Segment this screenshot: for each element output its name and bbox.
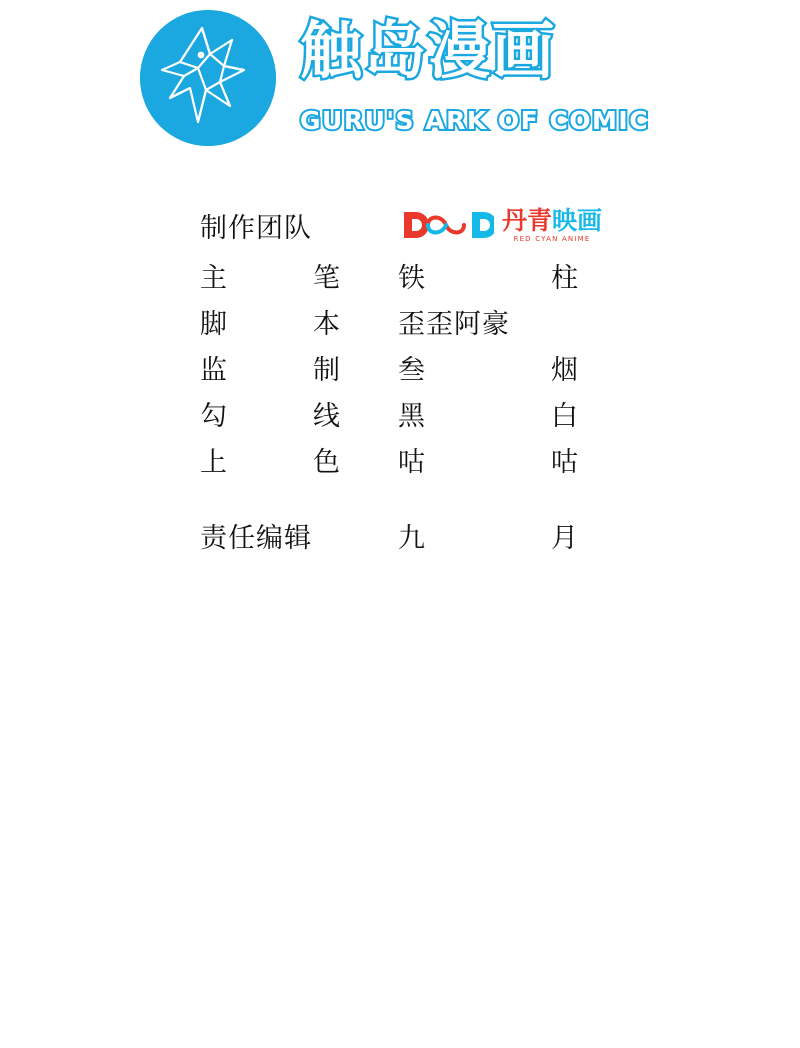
credit-value-supervisor (398, 348, 578, 387)
credit-row-lineart (200, 390, 660, 436)
credit-label-artist (200, 256, 340, 295)
credit-value-lineart (398, 394, 578, 433)
credit-value-char: 咕 (551, 446, 578, 478)
logo-wordmark (300, 14, 650, 114)
credit-value-char: 白 (551, 400, 578, 432)
credit-label-char: 脚 (200, 308, 227, 340)
credit-label-color (200, 440, 340, 479)
credit-label-editor: 责任编辑 (200, 522, 312, 554)
studio-name-cyan: 映画 (552, 206, 603, 235)
dq-monogram-icon (398, 206, 494, 244)
credit-value-char: 叁 (398, 354, 425, 386)
credit-label-team: 制作团队 (200, 212, 312, 244)
logo-title-cn: 触岛漫画 (300, 14, 557, 87)
credit-label-char: 本 (313, 308, 340, 340)
credit-label-supervisor (200, 348, 340, 387)
credit-label-char: 勾 (200, 400, 227, 432)
credit-value-editor (398, 516, 578, 555)
credit-row-editor (200, 512, 660, 558)
logo-title-en: GURU'S ARK OF COMIC (300, 106, 650, 135)
credit-label-script (200, 302, 340, 341)
credit-value-script: 歪歪阿豪 (398, 308, 510, 340)
studio-name-en: RED CYAN ANIME (513, 235, 591, 243)
credit-label-char: 线 (313, 400, 340, 432)
credit-label-char: 制 (313, 354, 340, 386)
credit-value-char: 烟 (551, 354, 578, 386)
studio-logo (398, 204, 602, 246)
credit-label-char: 上 (200, 446, 227, 478)
credit-value-char: 月 (551, 522, 578, 554)
dragon-head-icon (140, 10, 276, 146)
credit-label-char: 主 (200, 262, 227, 294)
credit-row-team (200, 198, 660, 252)
credit-value-char: 咕 (398, 446, 425, 478)
credit-label-char: 色 (313, 446, 340, 478)
credit-row-color (200, 436, 660, 482)
studio-name-cn (502, 207, 602, 234)
studio-name-red: 丹青 (502, 206, 553, 235)
credits-list (200, 198, 660, 558)
credit-row-script (200, 298, 660, 344)
brand-logo-block (140, 8, 660, 148)
credit-value-char: 铁 (398, 262, 425, 294)
credit-label-char: 笔 (313, 262, 340, 294)
credit-value-char: 九 (398, 522, 425, 554)
credit-row-supervisor (200, 344, 660, 390)
credit-value-artist (398, 256, 578, 295)
credit-label-char: 监 (200, 354, 227, 386)
credit-label-lineart (200, 394, 340, 433)
credit-value-color (398, 440, 578, 479)
credit-value-char: 柱 (551, 262, 578, 294)
credit-value-char: 黑 (398, 400, 425, 432)
credit-row-artist (200, 252, 660, 298)
